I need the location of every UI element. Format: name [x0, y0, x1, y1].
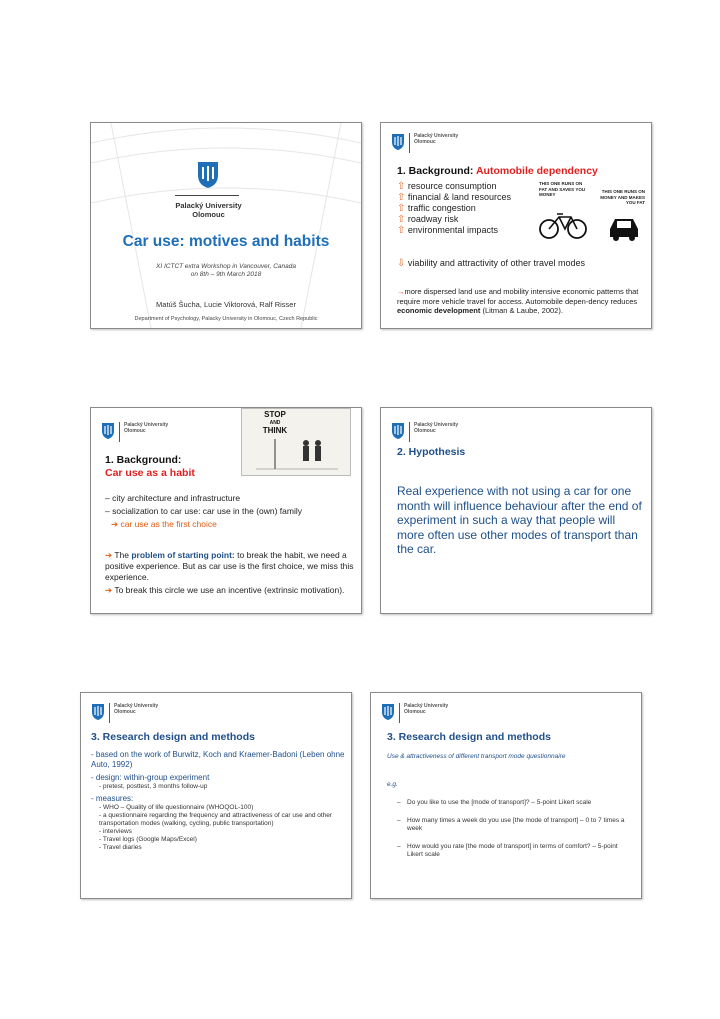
methods-item-text: design: within-group experiment — [95, 773, 210, 782]
subitem-text: a questionnaire regarding the frequency and attractiveness of car use and other transportation modes (walking, cycling, public transportation) — [99, 812, 333, 827]
para1 — [105, 550, 355, 583]
question-text: How many times a week do you use [the mode of transport] – 0 to 7 times a week — [407, 817, 625, 832]
university-line1: Palacký University — [414, 133, 459, 139]
university-line1: Palacký University — [414, 422, 459, 428]
university-shield-icon — [101, 422, 115, 440]
slide4-heading: 2. Hypothesis — [397, 446, 466, 458]
slide1-department: Department of Psychology, Palacky University in Olomouc, Czech Republic — [134, 316, 318, 322]
university-logo — [391, 422, 458, 442]
right-arrow-icon: ➔ — [105, 585, 113, 595]
dash: – — [397, 799, 401, 806]
bicycle-icon — [539, 209, 587, 241]
question-item — [397, 799, 625, 807]
dash: – — [397, 843, 401, 850]
question-item — [397, 817, 625, 833]
university-line2: Olomouc — [414, 139, 436, 145]
logo-divider — [109, 703, 110, 723]
slide-hypothesis — [380, 407, 652, 614]
down-bullet-text: viability and attractivity of other travel modes — [407, 258, 585, 268]
measures-sublist — [91, 804, 345, 852]
cartoon-left-text: THIS ONE RUNS ON FAT AND SAVES YOU MONEY — [539, 181, 586, 197]
logo-divider — [119, 422, 120, 442]
event-line: XI ICTCT extra Workshop in Vancouver, Canada — [156, 263, 296, 270]
right-arrow-icon: ➔ — [105, 550, 113, 560]
methods-item-text: measures: — [95, 794, 134, 803]
heading-line: 1. Background: — [105, 454, 182, 466]
subitem-text: interviews — [102, 828, 132, 835]
university-label — [414, 133, 458, 145]
subitem-text: pretest, posttest, 3 months follow-up — [102, 783, 208, 790]
bullet-text: – socialization to car use: car use in the (own) family — [105, 506, 303, 516]
slide2-heading — [397, 165, 598, 177]
university-label — [414, 422, 458, 434]
subitem-text: Travel logs (Google Maps/Excel) — [102, 836, 197, 843]
methods-item: - measures: — [91, 794, 134, 803]
para1-pre: The — [114, 550, 132, 560]
bullet-item — [397, 225, 547, 236]
up-arrow-icon: ⇧ — [397, 203, 406, 214]
methods-item-text: based on the work of Burwitz, Koch and Kraemer-Badoni (Leben ohne Auto, 1992) — [91, 750, 345, 769]
up-bullet-list — [397, 181, 547, 236]
university-shield-icon — [391, 133, 405, 151]
heading-accent: Automobile dependency — [475, 165, 598, 177]
slide1-title: Car use: motives and habits — [122, 233, 330, 250]
university-shield-icon — [91, 703, 105, 721]
university-label — [404, 703, 448, 715]
bullet-text: traffic congestion — [407, 203, 476, 213]
heading-accent: Car use as a habit — [105, 467, 195, 479]
measures-subitem: - WHO – Quality of life questionnaire (WHOQOL-100) — [99, 804, 254, 811]
slide3-heading — [105, 454, 195, 480]
university-line2: Olomouc — [414, 428, 436, 434]
bullet-text: resource consumption — [407, 181, 497, 191]
methods-item: - design: within-group experiment — [91, 773, 210, 782]
sign-line1: STOP — [264, 410, 286, 419]
university-line1: Palacký University — [114, 703, 159, 709]
university-name — [151, 201, 266, 219]
starting-point-paragraph — [105, 550, 355, 596]
slide1-event — [91, 263, 361, 279]
right-arrow-icon: → — [397, 287, 405, 296]
bullet-text: – city architecture and infrastructure — [105, 493, 241, 503]
logo-divider — [399, 703, 400, 723]
bullet-item — [397, 214, 547, 225]
bullet-item — [397, 181, 547, 192]
measures-subitem: - interviews — [99, 828, 132, 835]
subitem-text: Travel diaries — [102, 844, 142, 851]
bullet-text: environmental impacts — [407, 225, 498, 235]
arrow-text-bold: economic development — [397, 306, 481, 315]
methods-item: - based on the work of Burwitz, Koch and Kraemer-Badoni (Leben ohne Auto, 1992) — [91, 750, 345, 769]
slide-car-habit — [90, 407, 362, 614]
slide-title — [90, 122, 362, 329]
slide-questionnaire — [370, 692, 642, 899]
sign-line3: THINK — [262, 426, 288, 435]
university-logo — [101, 422, 168, 442]
university-line2: Olomouc — [192, 210, 225, 219]
bike-car-cartoon — [539, 181, 645, 245]
up-arrow-icon: ⇧ — [397, 192, 406, 203]
university-line2: Olomouc — [114, 709, 136, 715]
university-label — [124, 422, 168, 434]
question-item — [397, 843, 625, 859]
down-bullet — [397, 258, 647, 269]
measures-subitem: - Travel diaries — [99, 844, 142, 851]
para1-bold: problem of starting point: — [131, 550, 235, 560]
para2 — [105, 585, 355, 596]
arrow-text-part1: more dispersed land use and mobility intensive economic patterns that require more vehicle travel for access. Automobile depen-dency reduces — [397, 287, 639, 306]
university-logo — [381, 703, 448, 723]
university-divider — [175, 195, 239, 196]
university-line2: Olomouc — [404, 709, 426, 715]
university-label — [114, 703, 158, 715]
dates-line: on 8th – 9th March 2018 — [190, 271, 262, 278]
slide5-heading: 3. Research design and methods — [91, 731, 255, 743]
para1-post: to break the habit, we need a positive experience. But as car use is the first choice, we miss this experience. — [105, 550, 354, 582]
up-arrow-icon: ⇧ — [397, 225, 406, 236]
right-arrow-icon: ➔ — [111, 519, 119, 529]
bullet-text: roadway risk — [407, 214, 459, 224]
university-line1: Palacký University — [404, 703, 449, 709]
subitem-text: WHO – Quality of life questionnaire (WHOQOL-100) — [102, 804, 254, 811]
question-list — [397, 799, 625, 859]
university-logo — [391, 133, 458, 153]
people-cartoon-icon — [242, 409, 350, 475]
slide-automobile-dependency — [380, 122, 652, 329]
para2-text: To break this circle we use an incentive (extrinsic motivation). — [114, 585, 345, 595]
bullet-item — [397, 203, 547, 214]
habit-bullets — [105, 492, 355, 531]
methods-subitem: - pretest, posttest, 3 months follow-up — [99, 783, 208, 790]
arrow-text: car use as the first choice — [120, 519, 217, 529]
slide-research-design — [80, 692, 352, 899]
university-line2: Olomouc — [124, 428, 146, 434]
university-line1: Palacký University — [124, 422, 169, 428]
logo-divider — [409, 133, 410, 153]
up-arrow-icon: ⇧ — [397, 214, 406, 225]
logo-divider — [409, 422, 410, 442]
question-text: Do you like to use the [mode of transport]? – 5-point Likert scale — [407, 799, 592, 806]
arrow-bullet — [105, 518, 355, 531]
university-shield-icon — [381, 703, 395, 721]
university-logo — [91, 703, 158, 723]
hypothesis-text: Real experience with not using a car for one month will influence behaviour after the end of experiment in such a way that people will more often use other modes of transport than the car. — [397, 484, 642, 556]
methods-list — [91, 750, 345, 852]
measures-subitem: - a questionnaire regarding the frequency and attractiveness of car use and other transportation modes (walking, cycling, public transportation) — [99, 812, 333, 827]
university-shield-icon — [391, 422, 405, 440]
bullet-text: financial & land resources — [407, 192, 511, 202]
background-lines — [91, 123, 361, 328]
stop-and-think-cartoon — [241, 408, 351, 476]
car-icon — [607, 215, 641, 241]
heading-prefix: 1. Background: — [397, 165, 476, 177]
university-line1: Palacký University — [175, 201, 242, 210]
eg-label: e.g. — [387, 781, 398, 788]
sign-line2: AND — [269, 420, 281, 426]
question-text: How would you rate [the mode of transport] in terms of comfort? – 5-point Likert scale — [407, 843, 618, 858]
arrow-paragraph — [397, 287, 649, 316]
cartoon-right-text: THIS ONE RUNS ON MONEY AND MAKES YOU FAT — [600, 189, 645, 205]
slide6-heading: 3. Research design and methods — [387, 731, 551, 743]
arrow-text-part2: (Litman & Laube, 2002). — [480, 306, 563, 315]
bullet-item — [397, 192, 547, 203]
university-shield-icon — [197, 161, 219, 189]
slide1-authors: Matúš Šucha, Lucie Viktorová, Ralf Risser — [156, 300, 296, 309]
up-arrow-icon: ⇧ — [397, 181, 406, 192]
down-arrow-icon: ⇩ — [397, 258, 406, 269]
dash: – — [397, 817, 401, 824]
questionnaire-subtitle: Use & attractiveness of different transport mode questionnaire — [387, 753, 566, 760]
measures-subitem: - Travel logs (Google Maps/Excel) — [99, 836, 197, 843]
